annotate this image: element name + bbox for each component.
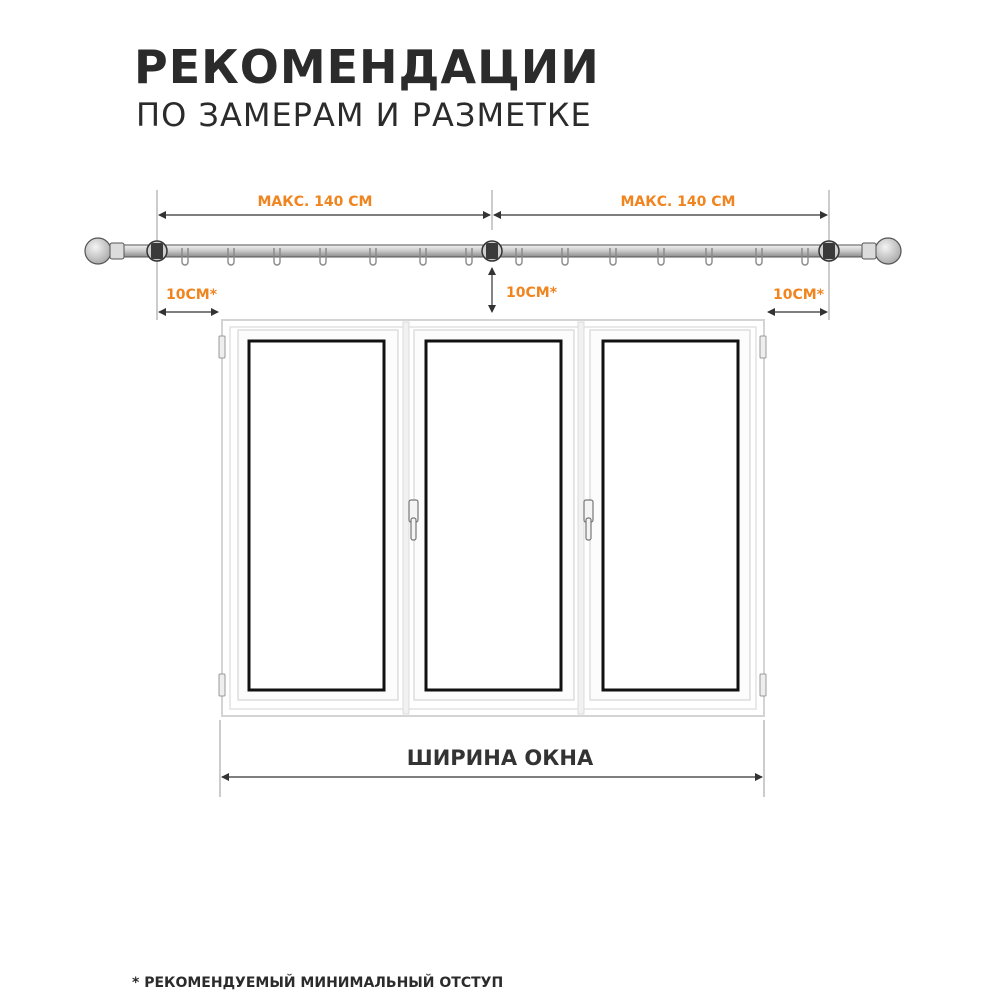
page-subtitle: ПО ЗАМЕРАМ И РАЗМЕТКЕ (136, 96, 592, 134)
max-left-label: МАКС. 140 СМ (257, 194, 373, 210)
three-pane-window-icon (219, 320, 766, 716)
window-width-label: ШИРИНА ОКНА (406, 746, 594, 770)
max-right-label: МАКС. 140 СМ (620, 194, 736, 210)
offset-left-label: 10СМ* (166, 287, 218, 303)
page-title: РЕКОМЕНДАЦИИ (134, 40, 600, 94)
offset-right-label: 10СМ* (773, 287, 825, 303)
footnote: * РЕКОМЕНДУЕМЫЙ МИНИМАЛЬНЫЙ ОТСТУП (132, 975, 504, 991)
offset-center-label: 10СМ* (506, 285, 558, 301)
curtain-rod-icon (85, 238, 901, 265)
